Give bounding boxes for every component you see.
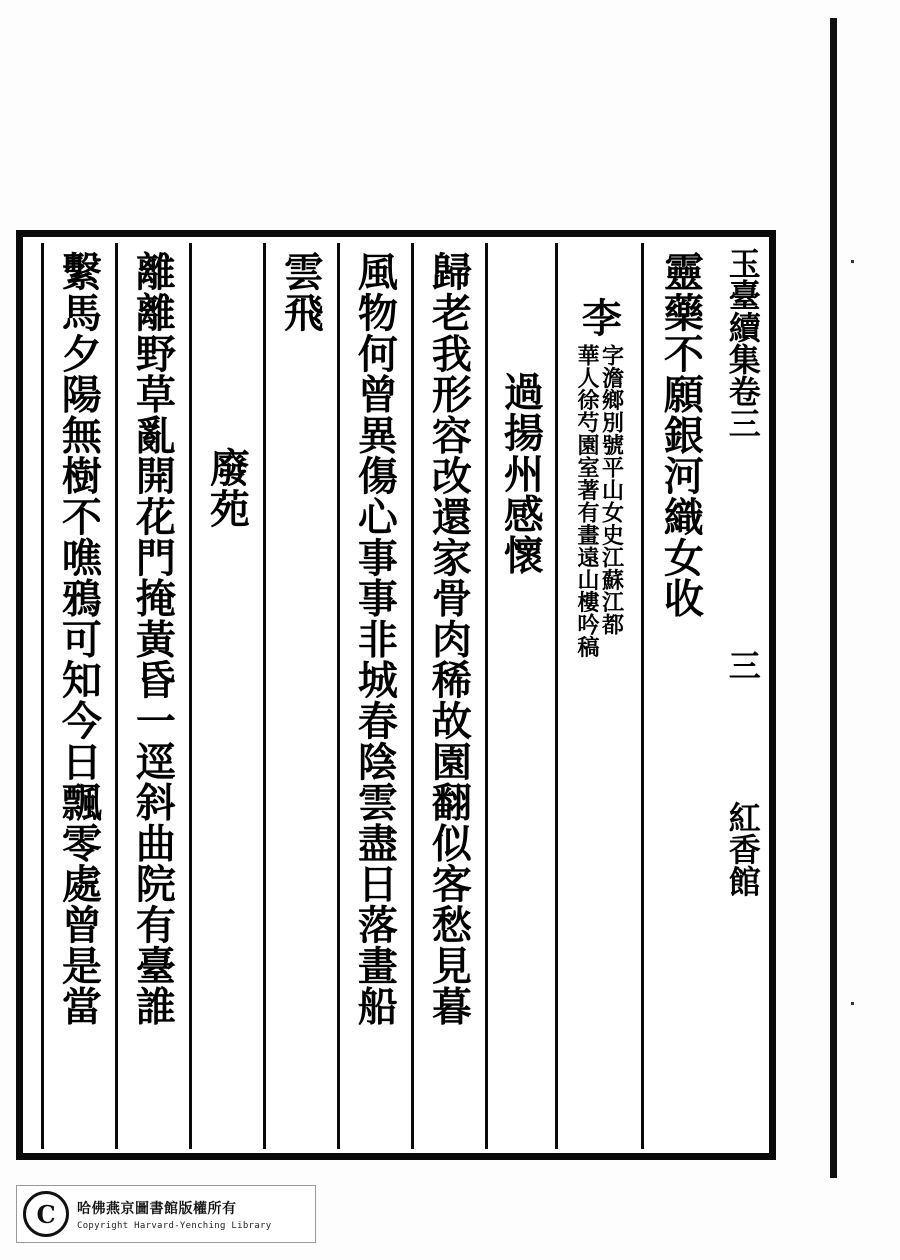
text-column-8 — [115, 243, 189, 1149]
poem-line: 靈藥不願銀河織女收 — [657, 251, 704, 619]
author-surname: 李 — [575, 297, 622, 338]
poem-line: 離離野草亂開花門掩黃昏一逕斜曲院有臺誰 — [129, 251, 176, 1027]
stamp-text-block — [77, 1198, 271, 1231]
author-annotation-line-1: 字澹鄉別號平山女史江蘇江都 — [598, 343, 624, 636]
column-rule — [485, 243, 488, 1149]
text-column-6 — [263, 243, 337, 1149]
stamp-chinese-text: 哈佛燕京圖書館版權所有 — [77, 1200, 237, 1217]
column-rule — [189, 243, 192, 1149]
poem-line: 繫馬夕陽無樹不噍鴉可知今日飄零處曾是當 — [55, 251, 102, 1027]
book-title: 玉臺續集 — [723, 247, 762, 375]
column-rule — [115, 243, 118, 1149]
text-column-4 — [411, 243, 485, 1149]
gutter-mark-top — [851, 260, 854, 263]
text-column-7-title — [189, 243, 263, 1149]
poem-line: 歸老我形容改還家骨肉稀故園翻似客愁見暮 — [425, 251, 472, 1027]
stamp-english-text: Copyright Harvard-Yenching Library — [77, 1220, 272, 1231]
text-column-5 — [337, 243, 411, 1149]
imprint-mark: 紅香館 — [723, 801, 762, 897]
copyright-icon: C — [23, 1191, 69, 1237]
column-rule — [411, 243, 414, 1149]
page-number: 三 — [723, 649, 762, 681]
text-columns-container — [23, 237, 769, 1153]
poem-title: 過揚州感懷 — [497, 371, 544, 575]
text-column-2-author — [555, 243, 641, 1149]
poem-line: 雲飛 — [277, 251, 324, 333]
column-rule — [555, 243, 558, 1149]
column-rule — [337, 243, 340, 1149]
library-copyright-stamp — [16, 1185, 316, 1243]
column-rule — [41, 243, 44, 1149]
text-column-3-title — [485, 243, 555, 1149]
poem-title: 廢苑 — [203, 447, 250, 529]
poem-line: 風物何曾異傷心事事非城春陰雲盡日落畫船 — [351, 251, 398, 1027]
text-column-9 — [41, 243, 115, 1149]
column-rule — [263, 243, 266, 1149]
author-annotation — [575, 344, 622, 658]
gutter-mark-bottom — [851, 1002, 854, 1005]
text-column-1 — [641, 243, 719, 1149]
page-gutter-rule — [830, 18, 837, 1178]
author-annotation-line-2: 華人徐芍園室著有畫遠山樓吟稿 — [574, 343, 599, 658]
woodblock-text-frame — [16, 230, 776, 1160]
column-rule — [641, 243, 644, 1149]
volume-label: 卷三 — [723, 375, 762, 439]
book-header-column — [719, 243, 765, 1149]
